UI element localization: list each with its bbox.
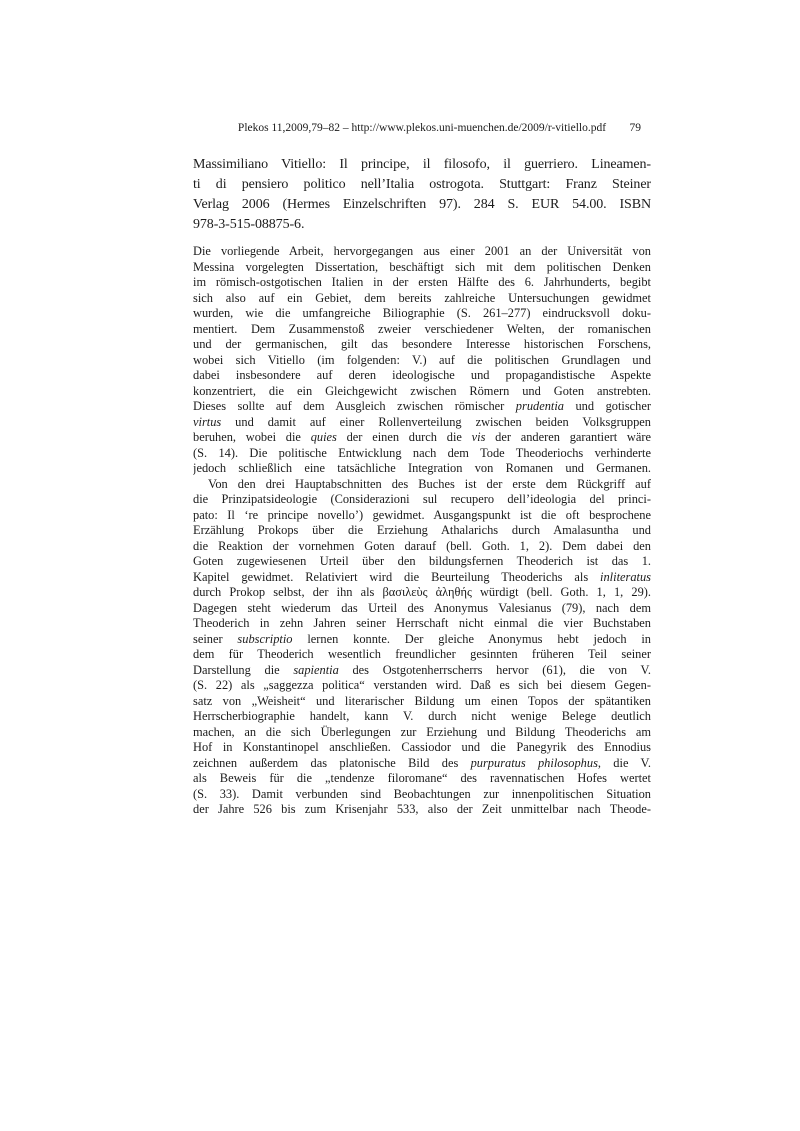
body-line: dabei insbesondere auf deren ideologische und propagandistische Aspekte: [193, 368, 651, 382]
body-line: und der germanischen, gilt das besondere Interesse historischen Forschens,: [193, 337, 651, 351]
body-line: Kapitel gewidmet. Relativiert wird die Beurteilung Theoderichs als inliteratus: [193, 569, 651, 584]
running-head: [193, 121, 651, 135]
body-line: seiner subscriptio lernen konnte. Der gleiche Anonymus hebt jedoch in: [193, 631, 651, 646]
body-line: Erzählung Prokops über die Erziehung Athalarichs durch Amalasuntha und: [193, 523, 651, 537]
title-block: [193, 155, 651, 235]
body-line: Theoderich in zehn Jahren seiner Herrschaft nicht einmal die vier Buchstaben: [193, 616, 651, 630]
body-line: Von den drei Hauptabschnitten des Buches ist der erste dem Rückgriff auf: [208, 476, 651, 491]
body-line: mentiert. Dem Zusammenstoß zweier verschiedener Welten, der romanischen: [193, 321, 651, 336]
body-line: zeichnen außerdem das platonische Bild des purpuratus philosophus, die V.: [193, 755, 651, 770]
body-line: machen, an die sich Überlegungen zur Erziehung und Bildung Theoderichs am: [193, 724, 651, 739]
page-content: [193, 121, 651, 818]
body-line: Hof in Konstantinopel anschließen. Cassiodor und die Panegyrik des Ennodius: [193, 740, 651, 754]
title-line: Massimiliano Vitiello: Il principe, il filosofo, il guerriero. Lineamen-: [193, 157, 651, 172]
body-line: beruhen, wobei die quies der einen durch die vis der anderen garantiert wäre: [193, 430, 651, 444]
body-line: Messina vorgelegten Dissertation, beschäftigt sich mit dem politischen Denken: [193, 259, 651, 274]
body-line: virtus und damit auf einer Rollenverteilung zwischen beiden Volksgruppen: [193, 414, 651, 429]
body-line: Die vorliegende Arbeit, hervorgegangen aus einer 2001 an der Universität von: [193, 244, 651, 258]
journal-citation: Plekos 11,2009,79–82 – http://www.plekos.uni-muenchen.de/2009/r-vitiello.pdf: [237, 122, 607, 134]
body-line: wobei sich Vitiello (im folgenden: V.) auf die politischen Grundlagen und: [193, 352, 651, 367]
body-line: Goten zugewiesenen Urteil über den bildungsfernen Theoderich ist das 1.: [193, 554, 651, 568]
body-line: dem für Theoderich wesentlich freundlicher gesinnten früheren Teil seiner: [193, 647, 651, 661]
title-line: Verlag 2006 (Hermes Einzelschriften 97). 284 S. EUR 54.00. ISBN: [193, 197, 651, 212]
body-line: Dieses sollte auf dem Ausgleich zwischen römischer prudentia und gotischer: [193, 399, 651, 413]
body-line: jedoch schließlich eine tatsächliche Integration von Romanen und Germanen.: [193, 461, 651, 475]
body-line: im römisch-ostgotischen Italien in der ersten Hälfte des 6. Jahrhunderts, begibt: [193, 275, 651, 289]
body-line: wurden, wie die umfangreiche Biliographie (S. 261–277) eindrucksvoll doku-: [193, 306, 651, 320]
title-line: ti di pensiero politico nell’Italia ostrogota. Stuttgart: Franz Steiner: [193, 177, 651, 192]
body-line: (S. 14). Die politische Entwicklung nach dem Tode Theoderiochs verhinderte: [193, 445, 651, 460]
body-line: Herrscherbiographie handelt, kann V. durch nicht wenige Belege deutlich: [193, 709, 651, 723]
body-line: pato: Il ‘re principe novello’) gewidmet. Ausgangspunkt ist die oft besprochene: [193, 507, 651, 522]
page-number: 79: [629, 122, 641, 134]
review-body: [193, 244, 651, 818]
body-line: die Prinzipatsideologie (Considerazioni sul recupero dell’ideologia del princi-: [193, 492, 651, 506]
body-line: der Jahre 526 bis zum Krisenjahr 533, also der Zeit unmittelbar nach Theode-: [193, 802, 651, 816]
body-line: die Reaktion der vornehmen Goten darauf (bell. Goth. 1, 2). Dem dabei den: [193, 538, 651, 553]
body-line: (S. 22) als „saggezza politica“ verstanden wird. Daß es sich bei diesem Gegen-: [193, 678, 651, 692]
body-line: sich also auf ein Gebiet, dem bereits zahlreiche Untersuchungen gewidmet: [193, 290, 651, 305]
body-line: durch Prokop selbst, der ihn als βασιλεὺς ἀληθής würdigt (bell. Goth. 1, 1, 29).: [193, 585, 651, 599]
body-line: (S. 33). Damit verbunden sind Beobachtungen zur innenpolitischen Situation: [193, 786, 651, 801]
body-line: als Beweis für die „tendenze filoromane“ des ravennatischen Hofes wertet: [193, 771, 651, 785]
body-line: konzentriert, die ein Gleichgewicht zwischen Römern und Goten anstrebten.: [193, 383, 651, 398]
body-line: Darstellung die sapientia des Ostgotenherrscherrs hervor (61), die von V.: [193, 662, 651, 677]
body-line: Dagegen steht wiederum das Urteil des Anonymus Valesianus (79), nach dem: [193, 600, 651, 615]
body-line: satz von „Weisheit“ und literarischer Bildung um einen Topos der spätantiken: [193, 693, 651, 708]
title-line: 978-3-515-08875-6.: [193, 217, 305, 232]
